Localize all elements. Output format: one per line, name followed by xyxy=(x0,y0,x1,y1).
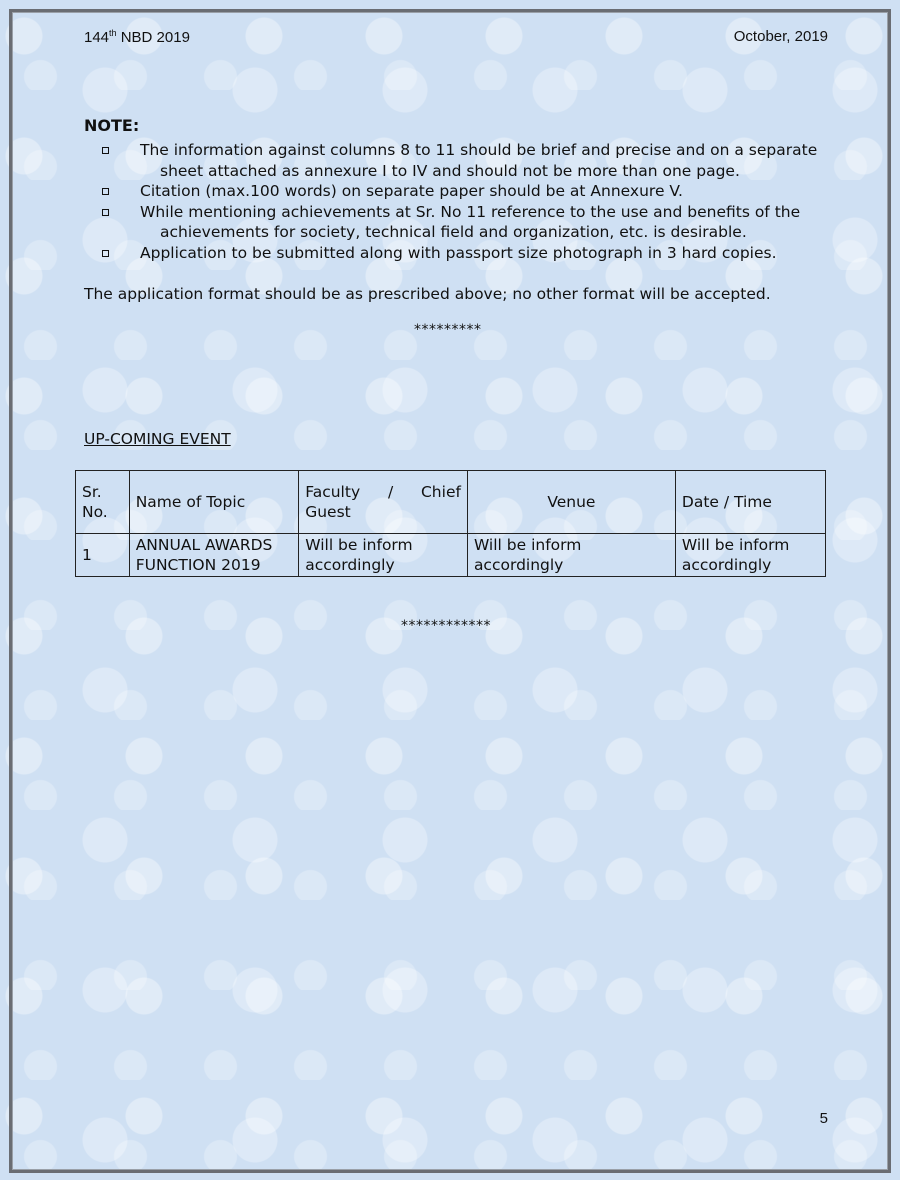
col-header-sr-no: Sr. No. xyxy=(76,471,130,534)
cell-venue: Will be inform accordingly xyxy=(467,534,675,577)
note-item: The information against columns 8 to 11 should be brief and precise and on a separate sheet attached as annexure I to IV and should not be more than one page. xyxy=(100,140,828,181)
col-header-topic: Name of Topic xyxy=(129,471,299,534)
cell-date-time: Will be inform accordingly xyxy=(675,534,825,577)
separator: ********* xyxy=(414,322,482,338)
col-header-venue: Venue xyxy=(467,471,675,534)
separator: ************ xyxy=(401,618,491,634)
table-header-row xyxy=(76,471,826,534)
section-title: UP-COMING EVENT xyxy=(84,430,231,448)
note-item: Application to be submitted along with passport size photograph in 3 hard copies. xyxy=(100,243,828,264)
checkbox-bullet-icon xyxy=(102,209,109,216)
note-item: While mentioning achievements at Sr. No 11 reference to the use and benefits of the achievements for society, technical field and organization, etc. is desirable. xyxy=(100,202,828,243)
closing-statement: The application format should be as prescribed above; no other format will be accepted. xyxy=(84,285,771,303)
note-list xyxy=(100,140,828,263)
note-heading: NOTE: xyxy=(84,116,140,135)
checkbox-bullet-icon xyxy=(102,147,109,154)
col-header-date-time: Date / Time xyxy=(675,471,825,534)
cell-topic: ANNUAL AWARDS FUNCTION 2019 xyxy=(129,534,299,577)
events-table xyxy=(75,470,826,577)
page-number: 5 xyxy=(819,1110,828,1127)
cell-sr-no: 1 xyxy=(76,534,130,577)
header-left: 144th NBD 2019 xyxy=(84,28,190,46)
checkbox-bullet-icon xyxy=(102,250,109,257)
checkbox-bullet-icon xyxy=(102,188,109,195)
table-row xyxy=(76,534,826,577)
note-item: Citation (max.100 words) on separate paper should be at Annexure V. xyxy=(100,181,828,202)
col-header-guest: Faculty / Chief Guest xyxy=(299,471,468,534)
header-date: October, 2019 xyxy=(733,28,828,45)
cell-guest: Will be inform accordingly xyxy=(299,534,468,577)
